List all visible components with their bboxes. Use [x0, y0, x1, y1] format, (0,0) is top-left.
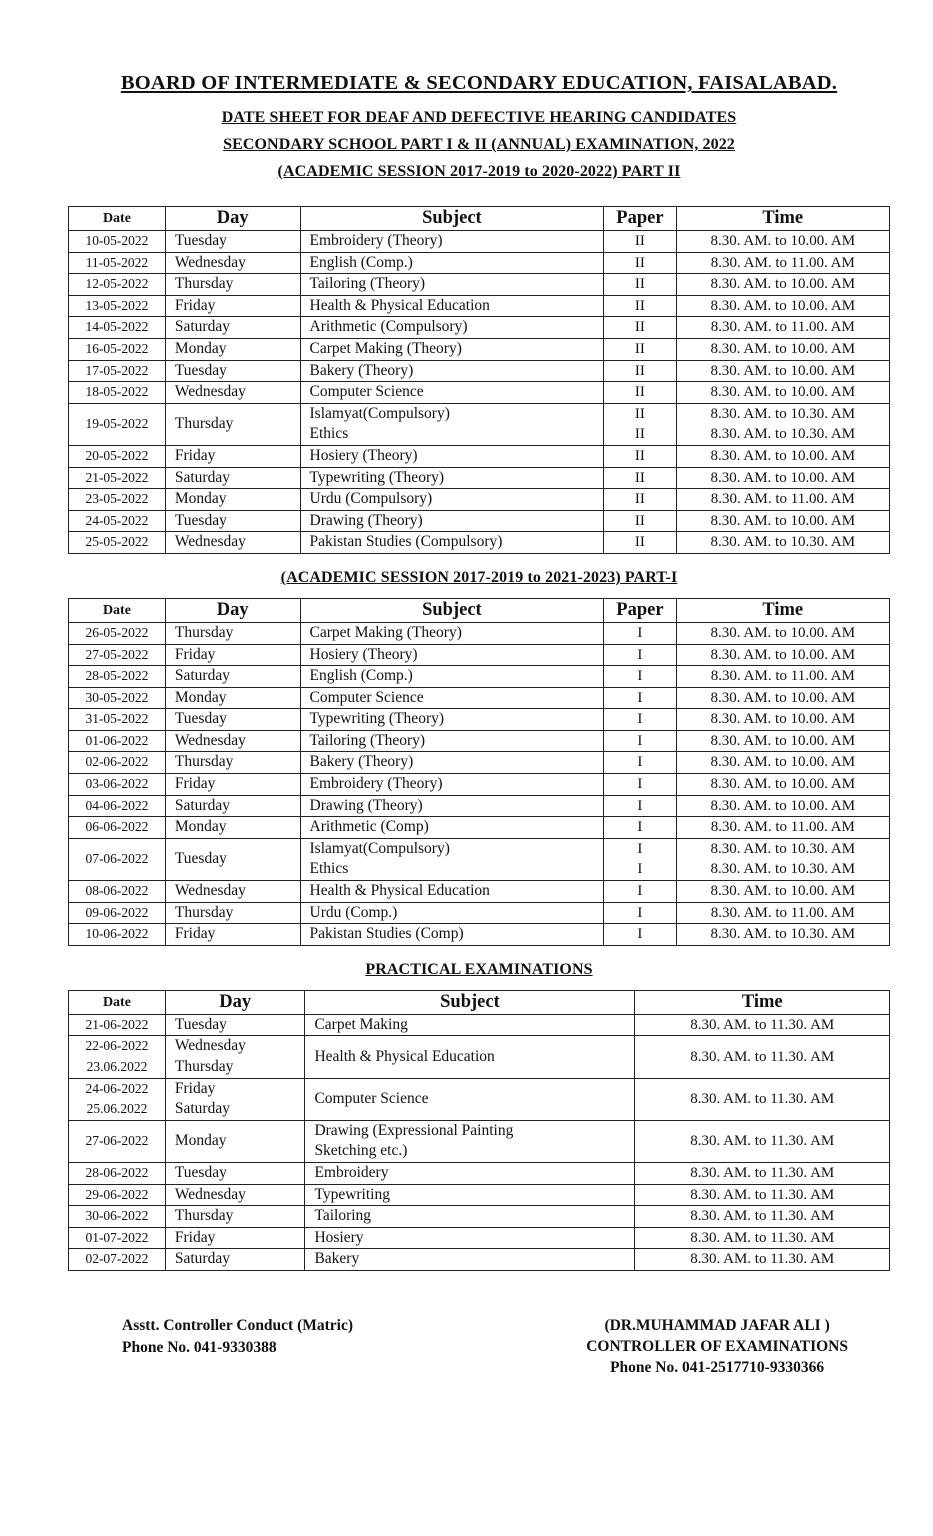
table-cell: Wednesday	[165, 252, 300, 274]
table-cell: 17-05-2022	[69, 360, 166, 382]
table-cell: I	[604, 924, 676, 946]
asst-controller-phone: Phone No. 041-9330388	[122, 1338, 277, 1356]
table-cell: 8.30. AM. to 10.00. AM	[676, 709, 889, 731]
table-cell: II	[604, 532, 676, 554]
column-header-subject: Subject	[305, 990, 635, 1014]
table-cell: Tailoring (Theory)	[300, 274, 604, 296]
table-cell: Tuesday	[165, 838, 300, 880]
table-cell: Monday	[165, 687, 300, 709]
table-cell: English (Comp.)	[300, 666, 604, 688]
table-cell: II	[604, 252, 676, 274]
table-cell: 8.30. AM. to 10.00. AM	[676, 730, 889, 752]
table-row	[69, 1206, 890, 1228]
page-title: BOARD OF INTERMEDIATE & SECONDARY EDUCATION, FAISALABAD.	[120, 72, 838, 94]
table-row	[69, 902, 890, 924]
table-row	[69, 382, 890, 404]
table-cell: Arithmetic (Compulsory)	[300, 317, 604, 339]
table-cell: 8.30. AM. to 10.00. AM	[676, 795, 889, 817]
table-cell: Embroidery (Theory)	[300, 231, 604, 253]
column-header-paper: Paper	[604, 598, 676, 622]
table-cell: Thursday	[165, 403, 300, 445]
table-cell: Monday	[165, 338, 300, 360]
table-cell: 8.30. AM. to 10.00. AM	[676, 467, 889, 489]
table-cell: I	[604, 730, 676, 752]
controller-name: (DR.MUHAMMAD JAFAR ALI )	[604, 1316, 830, 1334]
table-cell: Tuesday	[165, 231, 300, 253]
table-cell: 22-06-2022 23.06.2022	[69, 1036, 166, 1078]
table-cell: Friday	[165, 295, 300, 317]
column-header-paper: Paper	[604, 207, 676, 231]
table-cell: 8.30. AM. to 10.00. AM	[676, 774, 889, 796]
table-row	[69, 274, 890, 296]
table-cell: Friday Saturday	[165, 1078, 305, 1120]
section-heading-part1: (ACADEMIC SESSION 2017-2019 to 2021-2023) PART-I	[280, 568, 678, 586]
table-cell: Health & Physical Education	[305, 1036, 635, 1078]
table-header-row	[69, 990, 890, 1014]
table-cell: English (Comp.)	[300, 252, 604, 274]
table-row	[69, 1078, 890, 1120]
section-heading-practical: PRACTICAL EXAMINATIONS	[365, 960, 593, 978]
table-row	[69, 752, 890, 774]
table-cell: 8.30. AM. to 10.00. AM	[676, 622, 889, 644]
table-cell: Saturday	[165, 317, 300, 339]
table-cell: Computer Science	[300, 382, 604, 404]
part1-datesheet-table	[68, 598, 890, 946]
table-cell: Tuesday	[165, 360, 300, 382]
table-row	[69, 360, 890, 382]
table-cell: Health & Physical Education	[300, 881, 604, 903]
table-cell: I	[604, 881, 676, 903]
table-row	[69, 730, 890, 752]
table-cell: Wednesday	[165, 382, 300, 404]
table-cell: 13-05-2022	[69, 295, 166, 317]
table-cell: 31-05-2022	[69, 709, 166, 731]
table-row	[69, 295, 890, 317]
table-cell: 8.30. AM. to 10.00. AM	[676, 338, 889, 360]
table-cell: 19-05-2022	[69, 403, 166, 445]
table-cell: 8.30. AM. to 11.30. AM	[635, 1162, 890, 1184]
table-cell: 11-05-2022	[69, 252, 166, 274]
table-cell: Islamyat(Compulsory) Ethics	[300, 403, 604, 445]
column-header-day: Day	[165, 598, 300, 622]
table-cell: Computer Science	[300, 687, 604, 709]
table-cell: Thursday	[165, 274, 300, 296]
table-cell: Thursday	[165, 1206, 305, 1228]
table-cell: II	[604, 338, 676, 360]
table-cell: Wednesday Thursday	[165, 1036, 305, 1078]
table-cell: Friday	[165, 445, 300, 467]
table-cell: Embroidery	[305, 1162, 635, 1184]
table-cell: Hosiery (Theory)	[300, 445, 604, 467]
table-row	[69, 532, 890, 554]
table-cell: Computer Science	[305, 1078, 635, 1120]
table-cell: 07-06-2022	[69, 838, 166, 880]
table-cell: 18-05-2022	[69, 382, 166, 404]
table-row	[69, 1162, 890, 1184]
table-row	[69, 231, 890, 253]
table-cell: I	[604, 709, 676, 731]
table-cell: II	[604, 382, 676, 404]
table-row	[69, 622, 890, 644]
table-row	[69, 1120, 890, 1162]
table-cell: 24-05-2022	[69, 510, 166, 532]
table-cell: 8.30. AM. to 11.30. AM	[635, 1206, 890, 1228]
document-header	[68, 72, 890, 181]
asst-controller-block	[122, 1315, 353, 1378]
table-cell: 23-05-2022	[69, 489, 166, 511]
table-cell: Thursday	[165, 752, 300, 774]
table-row	[69, 881, 890, 903]
table-cell: 8.30. AM. to 11.00. AM	[676, 817, 889, 839]
table-cell: 26-05-2022	[69, 622, 166, 644]
table-cell: Saturday	[165, 666, 300, 688]
table-cell: Wednesday	[165, 730, 300, 752]
table-row	[69, 1184, 890, 1206]
table-cell: 8.30. AM. to 11.30. AM	[635, 1184, 890, 1206]
table-cell: 8.30. AM. to 10.00. AM	[676, 881, 889, 903]
column-header-day: Day	[165, 207, 300, 231]
table-cell: Islamyat(Compulsory) Ethics	[300, 838, 604, 880]
table-cell: Wednesday	[165, 532, 300, 554]
table-row	[69, 1014, 890, 1036]
table-cell: II	[604, 360, 676, 382]
table-cell: Drawing (Theory)	[300, 795, 604, 817]
table-cell: Bakery	[305, 1249, 635, 1271]
part2-datesheet-table	[68, 206, 890, 554]
signature-block	[68, 1315, 890, 1378]
column-header-subject: Subject	[300, 207, 604, 231]
table-cell: Tuesday	[165, 1162, 305, 1184]
table-cell: II II	[604, 403, 676, 445]
table-cell: 02-06-2022	[69, 752, 166, 774]
table-cell: Typewriting (Theory)	[300, 467, 604, 489]
table-cell: II	[604, 274, 676, 296]
table-cell: 8.30. AM. to 11.00. AM	[676, 902, 889, 924]
table-cell: Tuesday	[165, 709, 300, 731]
practical-exams-table	[68, 990, 890, 1271]
table-cell: Arithmetic (Comp)	[300, 817, 604, 839]
table-cell: 8.30. AM. to 10.00. AM	[676, 274, 889, 296]
table-cell: 01-06-2022	[69, 730, 166, 752]
table-cell: 10-06-2022	[69, 924, 166, 946]
table-cell: Urdu (Comp.)	[300, 902, 604, 924]
table-header-row	[69, 207, 890, 231]
table-cell: I	[604, 902, 676, 924]
table-row	[69, 687, 890, 709]
table-cell: I	[604, 666, 676, 688]
table-cell: Monday	[165, 489, 300, 511]
table-cell: 27-06-2022	[69, 1120, 166, 1162]
table-cell: Typewriting	[305, 1184, 635, 1206]
table-cell: 8.30. AM. to 11.30. AM	[635, 1014, 890, 1036]
table-cell: I	[604, 622, 676, 644]
table-cell: II	[604, 445, 676, 467]
table-cell: 8.30. AM. to 10.00. AM	[676, 752, 889, 774]
table-cell: 8.30. AM. to 10.00. AM	[676, 231, 889, 253]
table-cell: 8.30. AM. to 10.00. AM	[676, 295, 889, 317]
table-cell: 8.30. AM. to 10.00. AM	[676, 644, 889, 666]
column-header-date: Date	[69, 207, 166, 231]
table-cell: Saturday	[165, 467, 300, 489]
table-cell: Friday	[165, 924, 300, 946]
table-cell: Pakistan Studies (Compulsory)	[300, 532, 604, 554]
table-cell: Wednesday	[165, 1184, 305, 1206]
table-cell: Carpet Making	[305, 1014, 635, 1036]
table-row	[69, 489, 890, 511]
section-heading-part2: (ACADEMIC SESSION 2017-2019 to 2020-2022) PART II	[277, 163, 681, 180]
table-row	[69, 317, 890, 339]
table-row	[69, 403, 890, 445]
table-cell: 8.30. AM. to 10.30. AM 8.30. AM. to 10.30. AM	[676, 403, 889, 445]
table-cell: I I	[604, 838, 676, 880]
table-row	[69, 1036, 890, 1078]
table-cell: 8.30. AM. to 11.00. AM	[676, 252, 889, 274]
table-row	[69, 817, 890, 839]
table-cell: II	[604, 231, 676, 253]
table-cell: Hosiery	[305, 1227, 635, 1249]
asst-controller-title: Asstt. Controller Conduct (Matric)	[122, 1316, 354, 1334]
table-cell: II	[604, 295, 676, 317]
table-cell: 30-06-2022	[69, 1206, 166, 1228]
controller-phone: Phone No. 041-2517710-9330366	[610, 1358, 825, 1376]
table-cell: Carpet Making (Theory)	[300, 338, 604, 360]
column-header-time: Time	[676, 598, 889, 622]
table-row	[69, 252, 890, 274]
table-cell: 8.30. AM. to 10.00. AM	[676, 510, 889, 532]
column-header-subject: Subject	[300, 598, 604, 622]
table-cell: 09-06-2022	[69, 902, 166, 924]
table-cell: 8.30. AM. to 10.30. AM	[676, 924, 889, 946]
table-cell: 8.30. AM. to 10.00. AM	[676, 445, 889, 467]
table-header-row	[69, 598, 890, 622]
table-row	[69, 1249, 890, 1271]
table-row	[69, 666, 890, 688]
table-row	[69, 774, 890, 796]
column-header-time: Time	[676, 207, 889, 231]
table-cell: 8.30. AM. to 11.30. AM	[635, 1120, 890, 1162]
table-cell: 14-05-2022	[69, 317, 166, 339]
table-cell: Tuesday	[165, 510, 300, 532]
table-cell: 8.30. AM. to 11.30. AM	[635, 1227, 890, 1249]
column-header-day: Day	[165, 990, 305, 1014]
datesheet-document	[68, 0, 890, 1378]
table-cell: 8.30. AM. to 11.30. AM	[635, 1036, 890, 1078]
table-cell: Typewriting (Theory)	[300, 709, 604, 731]
table-cell: 8.30. AM. to 11.00. AM	[676, 317, 889, 339]
table-cell: Bakery (Theory)	[300, 752, 604, 774]
table-cell: 16-05-2022	[69, 338, 166, 360]
table-cell: 20-05-2022	[69, 445, 166, 467]
table-cell: Drawing (Expressional Painting Sketching etc.)	[305, 1120, 635, 1162]
table-cell: I	[604, 817, 676, 839]
table-cell: Embroidery (Theory)	[300, 774, 604, 796]
table-cell: I	[604, 795, 676, 817]
table-cell: 8.30. AM. to 10.00. AM	[676, 382, 889, 404]
table-cell: Friday	[165, 774, 300, 796]
table-cell: 28-06-2022	[69, 1162, 166, 1184]
table-cell: I	[604, 774, 676, 796]
table-cell: 12-05-2022	[69, 274, 166, 296]
controller-designation: CONTROLLER OF EXAMINATIONS	[586, 1337, 848, 1355]
table-cell: 30-05-2022	[69, 687, 166, 709]
table-cell: II	[604, 317, 676, 339]
table-cell: Tailoring (Theory)	[300, 730, 604, 752]
table-cell: Pakistan Studies (Comp)	[300, 924, 604, 946]
table-cell: 8.30. AM. to 11.00. AM	[676, 666, 889, 688]
table-row	[69, 644, 890, 666]
table-cell: Hosiery (Theory)	[300, 644, 604, 666]
table-row	[69, 510, 890, 532]
table-cell: 8.30. AM. to 11.00. AM	[676, 489, 889, 511]
table-cell: 21-05-2022	[69, 467, 166, 489]
table-cell: 03-06-2022	[69, 774, 166, 796]
table-cell: Tuesday	[165, 1014, 305, 1036]
table-cell: Urdu (Compulsory)	[300, 489, 604, 511]
column-header-date: Date	[69, 598, 166, 622]
table-cell: Monday	[165, 817, 300, 839]
table-cell: 25-05-2022	[69, 532, 166, 554]
table-cell: 8.30. AM. to 10.30. AM 8.30. AM. to 10.30. AM	[676, 838, 889, 880]
table-cell: Tailoring	[305, 1206, 635, 1228]
table-cell: I	[604, 687, 676, 709]
table-cell: 8.30. AM. to 10.00. AM	[676, 687, 889, 709]
table-cell: Bakery (Theory)	[300, 360, 604, 382]
table-row	[69, 838, 890, 880]
table-cell: Health & Physical Education	[300, 295, 604, 317]
table-cell: I	[604, 752, 676, 774]
table-cell: Saturday	[165, 1249, 305, 1271]
table-cell: 29-06-2022	[69, 1184, 166, 1206]
controller-block	[586, 1315, 848, 1378]
table-cell: 8.30. AM. to 10.30. AM	[676, 532, 889, 554]
table-cell: 04-06-2022	[69, 795, 166, 817]
table-row	[69, 1227, 890, 1249]
column-header-time: Time	[635, 990, 890, 1014]
table-cell: Friday	[165, 1227, 305, 1249]
table-cell: Friday	[165, 644, 300, 666]
table-row	[69, 467, 890, 489]
table-cell: 8.30. AM. to 10.00. AM	[676, 360, 889, 382]
table-cell: 02-07-2022	[69, 1249, 166, 1271]
table-cell: 01-07-2022	[69, 1227, 166, 1249]
table-cell: Thursday	[165, 902, 300, 924]
table-row	[69, 795, 890, 817]
table-cell: 8.30. AM. to 11.30. AM	[635, 1078, 890, 1120]
subtitle-candidates: DATE SHEET FOR DEAF AND DEFECTIVE HEARING CANDIDATES	[221, 109, 737, 126]
table-cell: Wednesday	[165, 881, 300, 903]
table-cell: 08-06-2022	[69, 881, 166, 903]
table-cell: 10-05-2022	[69, 231, 166, 253]
table-cell: I	[604, 644, 676, 666]
table-row	[69, 709, 890, 731]
table-cell: II	[604, 467, 676, 489]
table-row	[69, 924, 890, 946]
table-cell: 8.30. AM. to 11.30. AM	[635, 1249, 890, 1271]
subtitle-examination: SECONDARY SCHOOL PART I & II (ANNUAL) EXAMINATION, 2022	[223, 136, 735, 153]
table-cell: Drawing (Theory)	[300, 510, 604, 532]
table-cell: Carpet Making (Theory)	[300, 622, 604, 644]
table-cell: 24-06-2022 25.06.2022	[69, 1078, 166, 1120]
table-cell: Thursday	[165, 622, 300, 644]
table-row	[69, 338, 890, 360]
table-cell: 06-06-2022	[69, 817, 166, 839]
table-cell: Saturday	[165, 795, 300, 817]
table-cell: 27-05-2022	[69, 644, 166, 666]
table-cell: II	[604, 489, 676, 511]
table-cell: 28-05-2022	[69, 666, 166, 688]
table-cell: II	[604, 510, 676, 532]
column-header-date: Date	[69, 990, 166, 1014]
table-cell: Monday	[165, 1120, 305, 1162]
table-row	[69, 445, 890, 467]
table-cell: 21-06-2022	[69, 1014, 166, 1036]
